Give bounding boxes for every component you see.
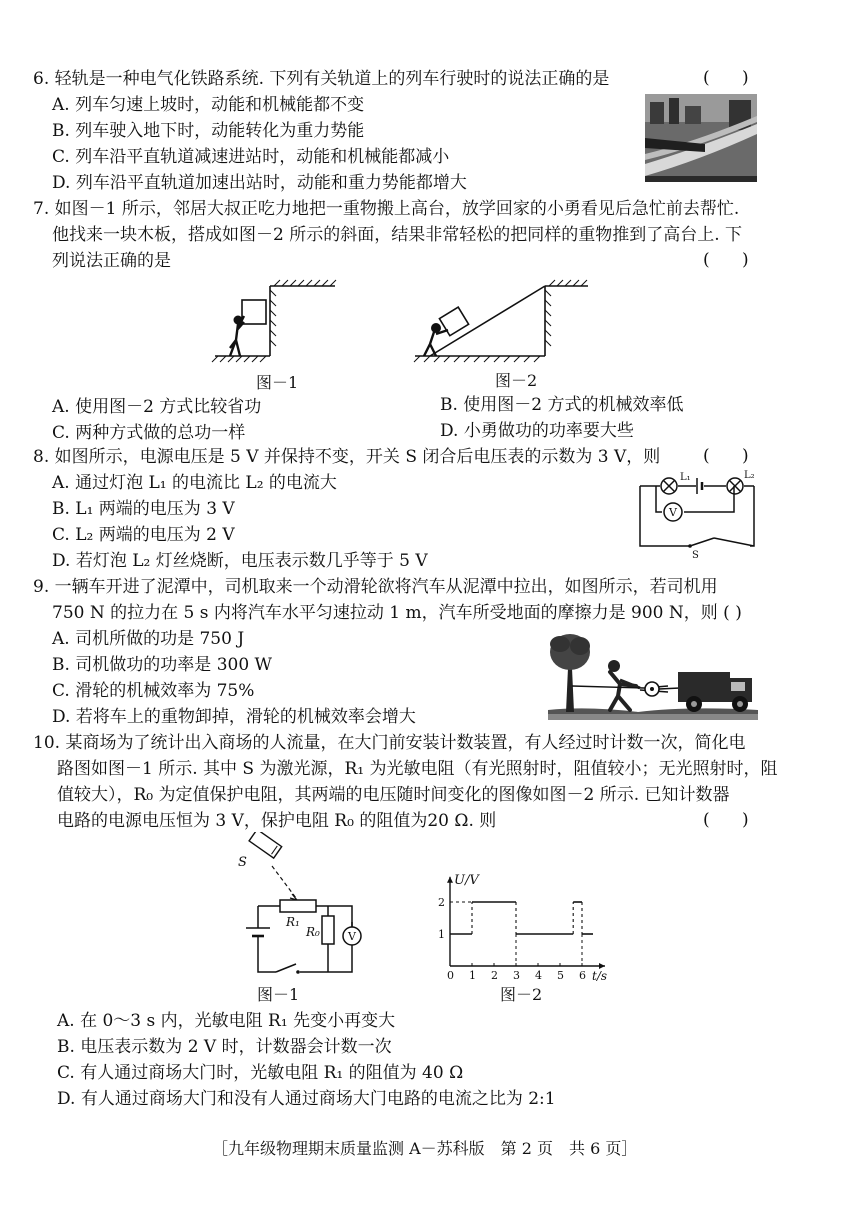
q7-stem-line2: 他找来一块木板，搭成如图－2 所示的斜面，结果非常轻松的把同样的重物推到了高台上. 下 <box>52 225 743 245</box>
q6-option-b: B. 列车驶入地下时，动能转化为重力势能 <box>52 121 365 141</box>
q8-option-d: D. 若灯泡 L₂ 灯丝烧断，电压表示数几乎等于 5 V <box>52 551 428 571</box>
q10-figure-2-caption: 图－2 <box>500 985 543 1004</box>
q8-stem: 8. 如图所示，电源电压是 5 V 并保持不变，开关 S 闭合后电压表的示数为 3 V，则 <box>33 447 661 467</box>
q7-figure-1-caption: 图－1 <box>256 373 299 392</box>
q8-label-l1: L₁ <box>680 472 691 483</box>
x-tick-label: 2 <box>491 969 498 982</box>
q9-option-a: A. 司机所做的功是 750 J <box>52 629 245 649</box>
q7-figure-1 <box>210 276 340 366</box>
q10-label-voltmeter: V <box>348 930 356 943</box>
x-tick-label: 5 <box>557 969 564 982</box>
q8-label-switch: S <box>692 550 699 558</box>
x-tick-label: 0 <box>447 969 454 982</box>
x-tick-label: 1 <box>469 969 476 982</box>
q10-answer-bracket: ( ) <box>703 810 749 830</box>
q6-answer-bracket: ( ) <box>703 68 749 88</box>
light-rail-photo <box>645 94 757 182</box>
q10-label-r1: R₁ <box>286 915 300 929</box>
q8-label-l2: L₂ <box>744 470 755 481</box>
q10-voltage-time-graph <box>424 862 624 982</box>
y-tick-label: 2 <box>438 896 445 909</box>
q10-figure-1-caption: 图－1 <box>257 985 300 1004</box>
q10-stem-line2: 路图如图－1 所示. 其中 S 为激光源，R₁ 为光敏电阻（有光照射时，阻值较小；无光照射时，阻 <box>57 759 778 779</box>
q8-answer-bracket: ( ) <box>703 446 749 466</box>
q8-option-c: C. L₂ 两端的电压为 2 V <box>52 525 235 545</box>
q10-option-d: D. 有人通过商场大门和没有人通过商场大门电路的电流之比为 2:1 <box>57 1089 556 1109</box>
page-footer: ［九年级物理期末质量监测 A－苏科版 第 2 页 共 6 页］ <box>212 1139 638 1158</box>
y-tick-label: 1 <box>438 928 445 941</box>
q7-option-c: C. 两种方式做的总功一样 <box>52 423 246 443</box>
q7-figure-2-caption: 图－2 <box>495 371 538 390</box>
q7-figure-2 <box>410 276 590 366</box>
q8-option-b: B. L₁ 两端的电压为 3 V <box>52 499 235 519</box>
q6-option-a: A. 列车匀速上坡时，动能和机械能都不变 <box>52 95 365 115</box>
q10-graph-ylabel: U/V <box>454 873 479 888</box>
q6-stem: 6. 轻轨是一种电气化铁路系统. 下列有关轨道上的列车行驶时的说法正确的是 <box>33 69 610 89</box>
x-tick-label: 4 <box>535 969 542 982</box>
q8-label-voltmeter: V <box>669 506 677 519</box>
q7-option-b: B. 使用图－2 方式的机械效率低 <box>440 395 684 415</box>
q6-option-c: C. 列车沿平直轨道减速进站时，动能和机械能都减小 <box>52 147 450 167</box>
q8-circuit-diagram <box>632 468 762 558</box>
q9-option-d: D. 若将车上的重物卸掉，滑轮的机械效率会增大 <box>52 707 416 727</box>
q9-option-b: B. 司机做功的功率是 300 W <box>52 655 273 675</box>
q7-option-a: A. 使用图－2 方式比较省功 <box>52 397 262 417</box>
q10-option-c: C. 有人通过商场大门时，光敏电阻 R₁ 的阻值为 40 Ω <box>57 1063 464 1083</box>
q10-stem-line4: 电路的电源电压恒为 3 V，保护电阻 R₀ 的阻值为20 Ω. 则 <box>57 811 497 831</box>
q9-car-pulley-illustration <box>548 628 758 720</box>
q9-stem-line2: 750 N 的拉力在 5 s 内将汽车水平匀速拉动 1 m，汽车所受地面的摩擦力是 900 N，则 ( ) <box>52 603 742 623</box>
q7-option-d: D. 小勇做功的功率要大些 <box>440 421 634 441</box>
q10-label-r0: R₀ <box>306 925 320 939</box>
q10-option-a: A. 在 0～3 s 内，光敏电阻 R₁ 先变小再变大 <box>57 1011 396 1031</box>
q10-stem-line1: 10. 某商场为了统计出入商场的人流量，在大门前安装计数装置，有人经过时计数一次，简化电 <box>33 733 746 753</box>
q8-option-a: A. 通过灯泡 L₁ 的电流比 L₂ 的电流大 <box>52 473 337 493</box>
q7-answer-bracket: ( ) <box>703 250 749 270</box>
q9-option-c: C. 滑轮的机械效率为 75% <box>52 681 255 701</box>
q6-option-d: D. 列车沿平直轨道加速出站时，动能和重力势能都增大 <box>52 173 467 193</box>
q10-label-laser-s: S <box>238 855 247 870</box>
q10-graph-xlabel: t/s <box>592 969 608 982</box>
q10-circuit-figure-1 <box>220 832 390 982</box>
q7-stem-line3: 列说法正确的是 <box>52 251 171 271</box>
q10-option-b: B. 电压表示数为 2 V 时，计数器会计数一次 <box>57 1037 392 1057</box>
y-axis-arrow <box>447 877 453 883</box>
q9-stem-line1: 9. 一辆车开进了泥潭中，司机取来一个动滑轮欲将汽车从泥潭中拉出，如图所示，若司机用 <box>33 577 718 597</box>
x-tick-label: 6 <box>579 969 586 982</box>
x-tick-label: 3 <box>513 969 520 982</box>
q10-voltage-time-chart <box>424 862 624 982</box>
q10-stem-line3: 值较大），R₀ 为定值保护电阻，其两端的电压随时间变化的图像如图－2 所示. 已知计数器 <box>57 785 730 805</box>
q7-stem-line1: 7. 如图－1 所示，邻居大叔正吃力地把一重物搬上高台，放学回家的小勇看见后急忙前去帮忙. <box>33 199 740 219</box>
